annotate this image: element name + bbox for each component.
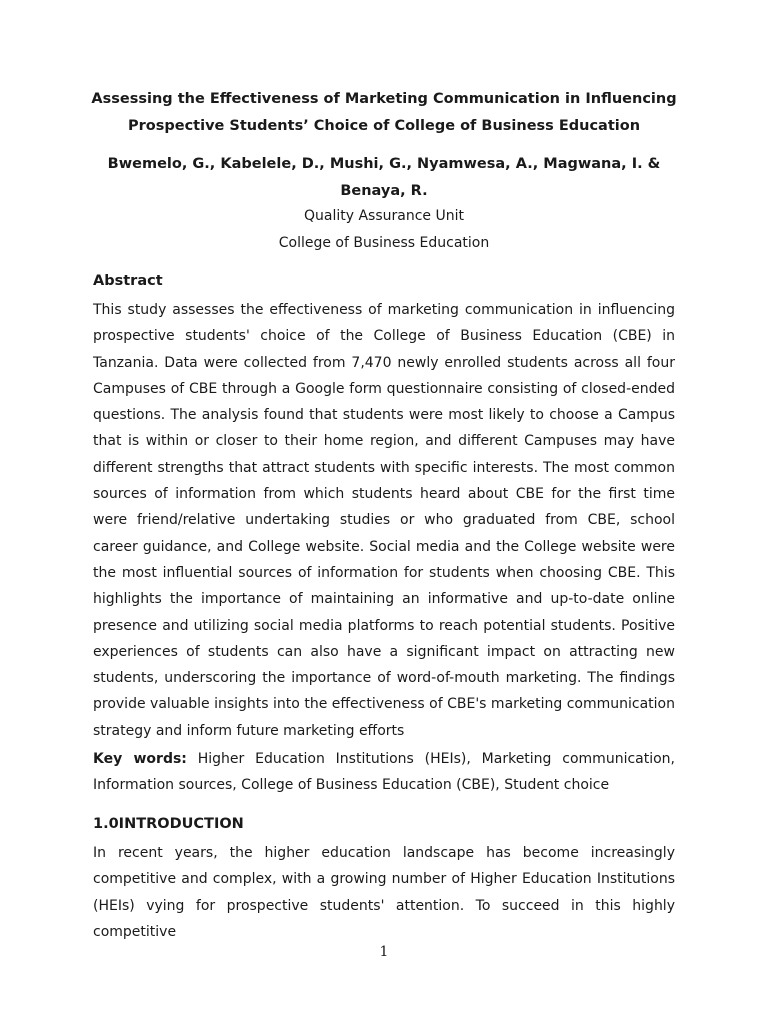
affiliation-college: College of Business Education [278,235,490,251]
title-line-1: Assessing the Effectiveness of Marketing Communication in Influencing [91,91,677,107]
paper-title [60,86,708,140]
affiliation-unit: Quality Assurance Unit [304,208,464,224]
affiliation [80,203,688,257]
page-number: 1 [379,944,389,960]
keywords [93,746,675,799]
keywords-text: Higher Education Institutions (HEIs), Marketing communication, Information sources, College of Business Education (CBE), Student choice [93,751,675,794]
authors-line-2: Benaya, R. [340,183,428,199]
authors-line-1: Bwemelo, G., Kabelele, D., Mushi, G., Nyamwesa, A., Magwana, I. & [107,156,661,172]
introduction-text: In recent years, the higher education landscape has become increasingly competitive and complex, with a growing number of Higher Education Institutions (HEIs) vying for prospective students' attention. To succeed in this highly competitive [93,845,675,940]
introduction-heading: 1.0INTRODUCTION [93,816,244,832]
abstract-heading: Abstract [93,273,163,289]
author-list [80,151,688,205]
abstract-text: This study assesses the effectiveness of marketing communication in influencing prospective students' choice of the College of Business Education (CBE) in Tanzania. Data were collected from 7,470 newly enrolled students across all four Campuses of CBE through a Google form questionnaire consisting of closed-ended questions. The analysis found that students were most likely to choose a Campus that is within or closer to their home region, and different Campuses may have different strengths that attract students with specific interests. The most common sources of information from which students heard about CBE for the first time were friend/relative undertaking studies or who graduated from CBE, school career guidance, and College website. Social media and the College website were the most influential sources of information for students when choosing CBE. This highlights the importance of maintaining an informative and up-to-date online presence and utilizing social media platforms to reach potential students. Positive experiences of students can also have a significant impact on attracting new students, underscoring the importance of word-of-mouth marketing. The findings provide valuable insights into the effectiveness of CBE's marketing communication strategy and inform future marketing efforts [93,302,675,739]
title-line-2: Prospective Students’ Choice of College of Business Education [127,118,641,134]
keywords-label: Key words: [93,751,187,767]
